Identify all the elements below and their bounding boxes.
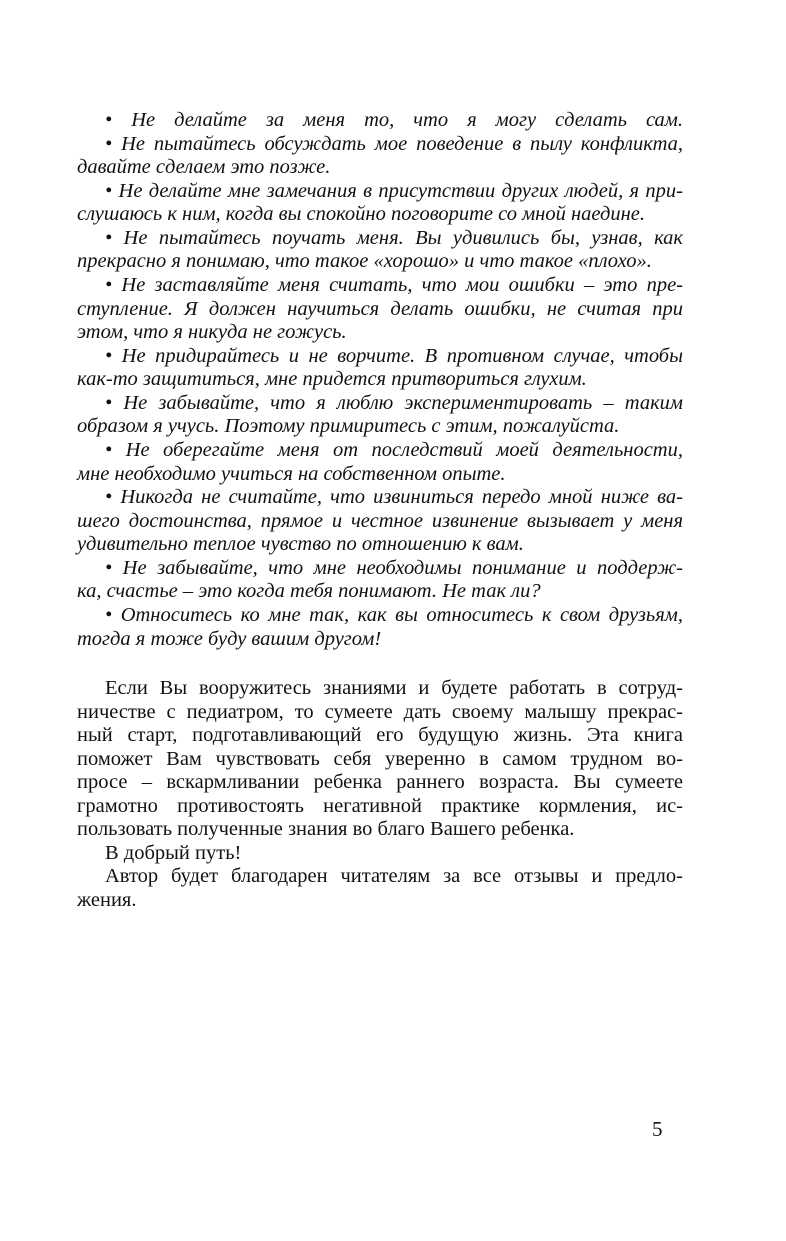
list-line: слушаюсь к ним, когда вы спокойно поговорите со мной наедине. bbox=[77, 203, 645, 225]
list-line: ка, счастье – это когда тебя понимают. Не так ли? bbox=[77, 580, 541, 602]
body-line: ный старт, подготавливающий его будущую жизнь. Эта книга bbox=[77, 724, 683, 746]
body-line: Если Вы вооружитесь знаниями и будете работать в сотруд- bbox=[105, 677, 683, 699]
body-line: грамотно противостоять негативной практике кормления, ис- bbox=[77, 795, 683, 817]
list-line: прекрасно я понимаю, что такое «хорошо» и что такое «плохо». bbox=[77, 250, 652, 272]
list-line: • Не придирайтесь и не ворчите. В противном случае, чтобы bbox=[105, 345, 683, 367]
list-line: давайте сделаем это позже. bbox=[77, 156, 331, 178]
list-line: как-то защититься, мне придется притвориться глухим. bbox=[77, 368, 587, 390]
list-line: • Никогда не считайте, что извиниться передо мной ниже ва- bbox=[105, 486, 683, 508]
list-line: мне необходимо учиться на собственном опыте. bbox=[77, 463, 506, 485]
list-line: образом я учусь. Поэтому примиритесь с этим, пожалуйста. bbox=[77, 415, 620, 437]
list-line: • Не оберегайте меня от последствий моей деятельности, bbox=[105, 439, 683, 461]
body-line: Автор будет благодарен читателям за все отзывы и предло- bbox=[105, 865, 683, 887]
list-line: • Относитесь ко мне так, как вы относитесь к свом друзьям, bbox=[105, 604, 683, 626]
body-line: поможет Вам чувствовать себя уверенно в самом трудном во- bbox=[77, 748, 683, 770]
list-line: ступление. Я должен научиться делать ошибки, не считая при bbox=[77, 298, 683, 320]
body-line: пользовать полученные знания во благо Вашего ребенка. bbox=[77, 818, 575, 840]
list-line: тогда я тоже буду вашим другом! bbox=[77, 628, 382, 650]
body-line: ничестве с педиатром, то сумеете дать своему малышу прекрас- bbox=[77, 701, 683, 723]
list-line: • Не забывайте, что мне необходимы понимание и поддерж- bbox=[105, 557, 683, 579]
list-line: • Не делайте мне замечания в присутствии других людей, я при- bbox=[105, 180, 683, 202]
list-line: • Не делайте за меня то, что я могу сделать сам. bbox=[105, 109, 683, 131]
list-line: • Не пытайтесь обсуждать мое поведение в пылу конфликта, bbox=[105, 133, 683, 155]
list-line: • Не заставляйте меня считать, что мои ошибки – это пре- bbox=[105, 274, 683, 296]
body-line: жения. bbox=[77, 889, 137, 911]
list-line: удивительно теплое чувство по отношению к вам. bbox=[77, 533, 524, 555]
list-line: этом, что я никуда не гожусь. bbox=[77, 321, 347, 343]
body-line: В добрый путь! bbox=[105, 842, 242, 864]
list-line: шего достоинства, прямое и честное извинение вызывает у меня bbox=[77, 510, 683, 532]
body-line: просе – вскармливании ребенка раннего возраста. Вы сумеете bbox=[77, 771, 683, 793]
page-number: 5 bbox=[652, 1117, 663, 1141]
list-line: • Не пытайтесь поучать меня. Вы удивились бы, узнав, как bbox=[105, 227, 683, 249]
list-line: • Не забывайте, что я люблю экспериментировать – таким bbox=[105, 392, 683, 414]
